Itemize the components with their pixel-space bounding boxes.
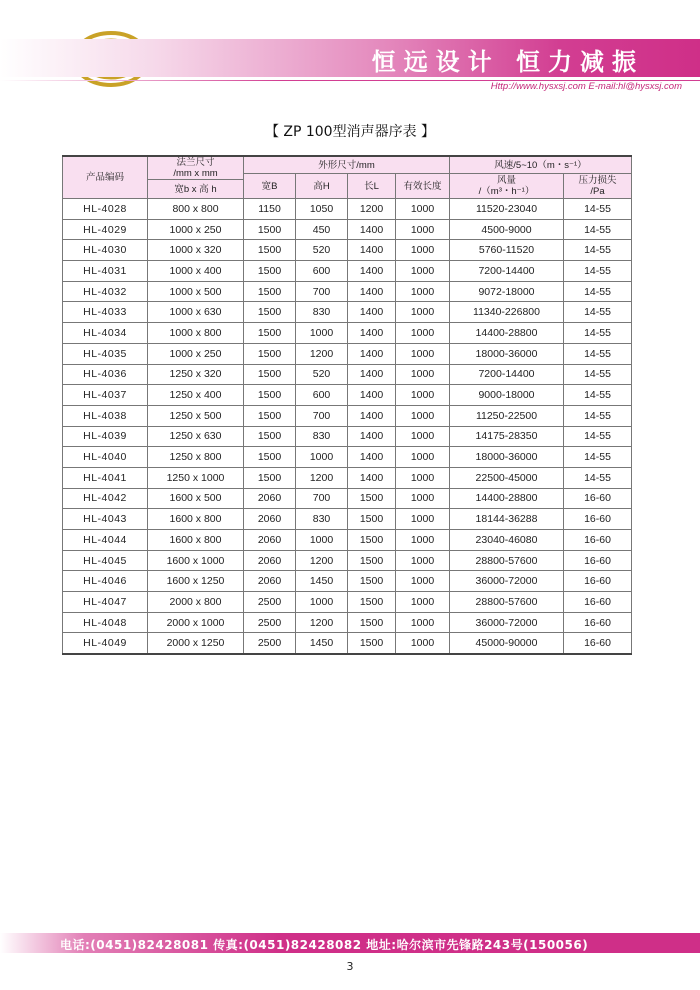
- table-row: [63, 323, 632, 344]
- cell-width: 1500: [244, 467, 296, 488]
- table-row: [63, 302, 632, 323]
- cell-width: 2060: [244, 571, 296, 592]
- cell-height: 1200: [296, 612, 348, 633]
- cell-length: 1400: [348, 281, 396, 302]
- cell-flange: 1600 x 500: [148, 488, 244, 509]
- cell-airflow: 36000-72000: [450, 571, 564, 592]
- cell-flange: 1000 x 250: [148, 219, 244, 240]
- cell-height: 600: [296, 261, 348, 282]
- cell-length: 1400: [348, 447, 396, 468]
- cell-code: HL-4041: [63, 467, 148, 488]
- cell-code: HL-4042: [63, 488, 148, 509]
- header-pressure-loss: [564, 174, 632, 199]
- cell-height: 700: [296, 405, 348, 426]
- cell-pressure-loss: 14-55: [564, 302, 632, 323]
- cell-height: 830: [296, 426, 348, 447]
- cell-length: 1400: [348, 240, 396, 261]
- table-row: [63, 405, 632, 426]
- table-row: [63, 467, 632, 488]
- cell-code: HL-4039: [63, 426, 148, 447]
- table-row: [63, 199, 632, 220]
- cell-pressure-loss: 14-55: [564, 467, 632, 488]
- cell-code: HL-4049: [63, 633, 148, 654]
- cell-length: 1500: [348, 592, 396, 613]
- cell-pressure-loss: 14-55: [564, 343, 632, 364]
- cell-effective-length: 1000: [396, 633, 450, 654]
- cell-width: 2060: [244, 530, 296, 551]
- cell-airflow: 22500-45000: [450, 467, 564, 488]
- cell-pressure-loss: 16-60: [564, 633, 632, 654]
- cell-effective-length: 1000: [396, 240, 450, 261]
- cell-airflow: 28800-57600: [450, 592, 564, 613]
- cell-width: 1500: [244, 447, 296, 468]
- cell-effective-length: 1000: [396, 405, 450, 426]
- header-outer: 外形尺寸/mm: [244, 156, 450, 174]
- cell-effective-length: 1000: [396, 530, 450, 551]
- cell-effective-length: 1000: [396, 199, 450, 220]
- header-pressure-unit: /Pa: [590, 186, 605, 197]
- table-title: 【 ZP 100型消声器序表 】: [264, 124, 436, 140]
- cell-pressure-loss: 14-55: [564, 385, 632, 406]
- cell-height: 1200: [296, 343, 348, 364]
- cell-width: 1500: [244, 281, 296, 302]
- cell-effective-length: 1000: [396, 509, 450, 530]
- cell-effective-length: 1000: [396, 364, 450, 385]
- cell-width: 1500: [244, 343, 296, 364]
- cell-pressure-loss: 14-55: [564, 447, 632, 468]
- table-row: [63, 240, 632, 261]
- cell-effective-length: 1000: [396, 488, 450, 509]
- table-row: [63, 488, 632, 509]
- header-code: 产品编码: [63, 156, 148, 199]
- cell-pressure-loss: 16-60: [564, 571, 632, 592]
- cell-airflow: 11520-23040: [450, 199, 564, 220]
- cell-airflow: 14175-28350: [450, 426, 564, 447]
- cell-effective-length: 1000: [396, 592, 450, 613]
- cell-pressure-loss: 14-55: [564, 199, 632, 220]
- cell-code: HL-4029: [63, 219, 148, 240]
- header-pressure-label: 压力损失: [578, 175, 617, 186]
- cell-code: HL-4031: [63, 261, 148, 282]
- cell-flange: 1250 x 320: [148, 364, 244, 385]
- cell-length: 1400: [348, 405, 396, 426]
- cell-code: HL-4033: [63, 302, 148, 323]
- cell-flange: 1600 x 1250: [148, 571, 244, 592]
- cell-code: HL-4036: [63, 364, 148, 385]
- header-airflow-label: 风量: [496, 175, 516, 186]
- cell-effective-length: 1000: [396, 571, 450, 592]
- cell-pressure-loss: 14-55: [564, 261, 632, 282]
- cell-code: HL-4037: [63, 385, 148, 406]
- cell-height: 830: [296, 509, 348, 530]
- table-row: [63, 281, 632, 302]
- cell-flange: 1000 x 250: [148, 343, 244, 364]
- cell-flange: 2000 x 1000: [148, 612, 244, 633]
- cell-flange: 1250 x 400: [148, 385, 244, 406]
- cell-height: 1000: [296, 323, 348, 344]
- cell-length: 1500: [348, 530, 396, 551]
- page-header: [0, 0, 700, 95]
- cell-flange: 1600 x 1000: [148, 550, 244, 571]
- cell-effective-length: 1000: [396, 323, 450, 344]
- cell-pressure-loss: 14-55: [564, 405, 632, 426]
- cell-code: HL-4046: [63, 571, 148, 592]
- cell-pressure-loss: 16-60: [564, 612, 632, 633]
- cell-length: 1400: [348, 364, 396, 385]
- cell-length: 1400: [348, 261, 396, 282]
- cell-width: 1500: [244, 219, 296, 240]
- cell-code: HL-4034: [63, 323, 148, 344]
- cell-width: 2500: [244, 633, 296, 654]
- header-airflow: [450, 174, 564, 199]
- cell-length: 1200: [348, 199, 396, 220]
- cell-flange: 1600 x 800: [148, 530, 244, 551]
- cell-pressure-loss: 14-55: [564, 426, 632, 447]
- cell-airflow: 7200-14400: [450, 261, 564, 282]
- cell-length: 1500: [348, 612, 396, 633]
- cell-airflow: 28800-57600: [450, 550, 564, 571]
- cell-airflow: 18000-36000: [450, 343, 564, 364]
- cell-flange: 1000 x 500: [148, 281, 244, 302]
- cell-height: 1000: [296, 447, 348, 468]
- cell-length: 1400: [348, 302, 396, 323]
- table-row: [63, 633, 632, 654]
- table-row: [63, 447, 632, 468]
- cell-pressure-loss: 14-55: [564, 364, 632, 385]
- cell-airflow: 36000-72000: [450, 612, 564, 633]
- cell-pressure-loss: 14-55: [564, 281, 632, 302]
- cell-length: 1400: [348, 467, 396, 488]
- cell-width: 1500: [244, 240, 296, 261]
- cell-effective-length: 1000: [396, 467, 450, 488]
- cell-pressure-loss: 14-55: [564, 219, 632, 240]
- cell-effective-length: 1000: [396, 447, 450, 468]
- cell-effective-length: 1000: [396, 302, 450, 323]
- cell-height: 1450: [296, 571, 348, 592]
- cell-width: 1500: [244, 405, 296, 426]
- cell-height: 830: [296, 302, 348, 323]
- table-row: [63, 426, 632, 447]
- cell-length: 1400: [348, 385, 396, 406]
- table-row: [63, 219, 632, 240]
- cell-airflow: 11340-226800: [450, 302, 564, 323]
- table-row: [63, 385, 632, 406]
- header-airflow-unit: /（m³・h⁻¹）: [478, 186, 535, 197]
- header-flange: [148, 156, 244, 180]
- cell-pressure-loss: 16-60: [564, 550, 632, 571]
- cell-code: HL-4030: [63, 240, 148, 261]
- cell-width: 2060: [244, 550, 296, 571]
- cell-length: 1500: [348, 550, 396, 571]
- page-number: 3: [346, 960, 354, 973]
- cell-airflow: 14400-28800: [450, 488, 564, 509]
- footer-contact: 电话:(0451)82428081 传真:(0451)82428082 地址:哈尔滨市先锋路243号(150056): [60, 938, 589, 952]
- cell-height: 700: [296, 488, 348, 509]
- table-row: [63, 571, 632, 592]
- cell-length: 1400: [348, 219, 396, 240]
- header-effective-length: 有效长度: [396, 174, 450, 199]
- cell-airflow: 23040-46080: [450, 530, 564, 551]
- cell-airflow: 18000-36000: [450, 447, 564, 468]
- cell-width: 1500: [244, 364, 296, 385]
- cell-airflow: 18144-36288: [450, 509, 564, 530]
- cell-airflow: 45000-90000: [450, 633, 564, 654]
- cell-width: 1150: [244, 199, 296, 220]
- cell-width: 2500: [244, 592, 296, 613]
- table-row: [63, 612, 632, 633]
- table-row: [63, 343, 632, 364]
- cell-code: HL-4048: [63, 612, 148, 633]
- cell-length: 1500: [348, 571, 396, 592]
- cell-code: HL-4047: [63, 592, 148, 613]
- cell-length: 1400: [348, 426, 396, 447]
- cell-flange: 1250 x 800: [148, 447, 244, 468]
- table-body: [63, 199, 632, 655]
- cell-height: 1000: [296, 592, 348, 613]
- cell-pressure-loss: 16-60: [564, 530, 632, 551]
- table-row: [63, 364, 632, 385]
- cell-effective-length: 1000: [396, 612, 450, 633]
- cell-pressure-loss: 16-60: [564, 488, 632, 509]
- cell-flange: 1250 x 630: [148, 426, 244, 447]
- header-height: 高H: [296, 174, 348, 199]
- table-row: [63, 261, 632, 282]
- cell-airflow: 11250-22500: [450, 405, 564, 426]
- cell-width: 2060: [244, 488, 296, 509]
- header-length: 长L: [348, 174, 396, 199]
- cell-effective-length: 1000: [396, 385, 450, 406]
- cell-code: HL-4045: [63, 550, 148, 571]
- cell-length: 1500: [348, 633, 396, 654]
- cell-height: 600: [296, 385, 348, 406]
- cell-height: 700: [296, 281, 348, 302]
- cell-length: 1500: [348, 488, 396, 509]
- header-flange-sub: 宽b x 高 h: [148, 180, 244, 199]
- cell-width: 1500: [244, 302, 296, 323]
- table-row: [63, 509, 632, 530]
- cell-airflow: 9072-18000: [450, 281, 564, 302]
- header-wind-speed: 风速/5~10（m・s⁻¹）: [450, 156, 632, 174]
- cell-code: HL-4044: [63, 530, 148, 551]
- cell-code: HL-4035: [63, 343, 148, 364]
- cell-effective-length: 1000: [396, 426, 450, 447]
- cell-height: 520: [296, 240, 348, 261]
- header-flange-unit: /mm x mm: [173, 168, 218, 179]
- cell-pressure-loss: 14-55: [564, 323, 632, 344]
- product-table: [62, 155, 632, 655]
- cell-pressure-loss: 14-55: [564, 240, 632, 261]
- cell-width: 1500: [244, 323, 296, 344]
- cell-code: HL-4028: [63, 199, 148, 220]
- slogan: 恒远设计 恒力减振: [371, 48, 644, 76]
- cell-flange: 2000 x 1250: [148, 633, 244, 654]
- cell-flange: 1000 x 630: [148, 302, 244, 323]
- cell-pressure-loss: 16-60: [564, 592, 632, 613]
- table-row: [63, 530, 632, 551]
- cell-effective-length: 1000: [396, 550, 450, 571]
- cell-flange: 2000 x 800: [148, 592, 244, 613]
- cell-flange: 1000 x 800: [148, 323, 244, 344]
- cell-length: 1500: [348, 509, 396, 530]
- cell-effective-length: 1000: [396, 343, 450, 364]
- table-row: [63, 550, 632, 571]
- cell-code: HL-4032: [63, 281, 148, 302]
- cell-height: 1000: [296, 530, 348, 551]
- cell-effective-length: 1000: [396, 261, 450, 282]
- cell-flange: 1250 x 500: [148, 405, 244, 426]
- cell-code: HL-4043: [63, 509, 148, 530]
- cell-width: 1500: [244, 261, 296, 282]
- cell-length: 1400: [348, 343, 396, 364]
- cell-flange: 1600 x 800: [148, 509, 244, 530]
- cell-effective-length: 1000: [396, 281, 450, 302]
- cell-height: 450: [296, 219, 348, 240]
- cell-airflow: 9000-18000: [450, 385, 564, 406]
- cell-code: HL-4040: [63, 447, 148, 468]
- cell-height: 1200: [296, 467, 348, 488]
- cell-height: 520: [296, 364, 348, 385]
- cell-airflow: 7200-14400: [450, 364, 564, 385]
- cell-flange: 800 x 800: [148, 199, 244, 220]
- cell-height: 1050: [296, 199, 348, 220]
- cell-flange: 1000 x 320: [148, 240, 244, 261]
- table-header-row: [63, 156, 632, 174]
- header-flange-label: 法兰尺寸: [176, 157, 215, 168]
- cell-width: 1500: [244, 385, 296, 406]
- cell-code: HL-4038: [63, 405, 148, 426]
- table-row: [63, 592, 632, 613]
- cell-height: 1200: [296, 550, 348, 571]
- website-email: Http://www.hysxsj.com E-mail:hl@hysxsj.com: [490, 81, 682, 92]
- cell-flange: 1250 x 1000: [148, 467, 244, 488]
- cell-flange: 1000 x 400: [148, 261, 244, 282]
- cell-width: 2060: [244, 509, 296, 530]
- cell-airflow: 14400-28800: [450, 323, 564, 344]
- header-width: 宽B: [244, 174, 296, 199]
- cell-pressure-loss: 16-60: [564, 509, 632, 530]
- cell-airflow: 5760-11520: [450, 240, 564, 261]
- cell-width: 1500: [244, 426, 296, 447]
- cell-height: 1450: [296, 633, 348, 654]
- cell-effective-length: 1000: [396, 219, 450, 240]
- cell-width: 2500: [244, 612, 296, 633]
- cell-airflow: 4500-9000: [450, 219, 564, 240]
- cell-length: 1400: [348, 323, 396, 344]
